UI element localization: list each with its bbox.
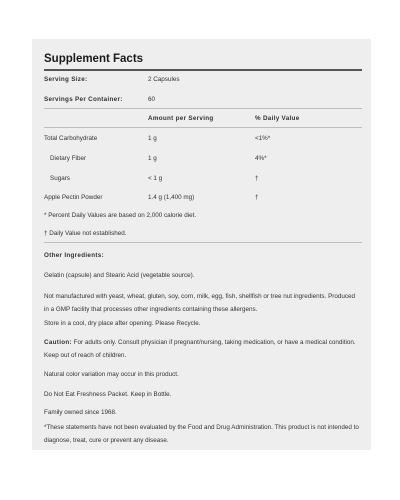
nutrient-name: Apple Pectin Powder — [44, 194, 103, 201]
caution-label: Caution: — [44, 339, 72, 346]
panel-title: Supplement Facts — [44, 53, 144, 65]
nutrient-name: Sugars — [50, 175, 70, 182]
storage-statement: Store in a cool, dry place after opening. Please Recycle. — [44, 320, 201, 327]
nutrient-daily-value: † — [255, 194, 259, 201]
daily-value-header: % Daily Value — [255, 115, 300, 122]
nutrient-amount: 1 g — [148, 155, 157, 162]
serving-size-label: Serving Size: — [44, 76, 88, 83]
caution-statement — [44, 336, 360, 362]
other-ingredients-text: Gelatin (capsule) and Stearic Acid (vegetable source). — [44, 272, 195, 279]
percent-daily-value-footnote: * Percent Daily Values are based on 2,000 calorie diet. — [44, 212, 197, 219]
nutrient-amount: 1.4 g (1,400 mg) — [148, 194, 195, 201]
supplement-facts-panel — [32, 39, 371, 450]
serving-size-value: 2 Capsules — [148, 76, 180, 83]
servings-per-container-value: 60 — [148, 96, 156, 103]
header-bottom-divider — [44, 127, 362, 128]
caution-text: For adults only. Consult physician if pregnant/nursing, taking medication, or have a medical condition. Keep out of reach of children. — [44, 339, 356, 359]
nutrient-amount: < 1 g — [148, 175, 163, 182]
title-divider — [44, 69, 362, 71]
freshness-packet-statement: Do Not Eat Freshness Packet. Keep in Bottle. — [44, 391, 172, 398]
nutrient-daily-value: † — [255, 175, 259, 182]
header-top-divider — [44, 108, 362, 109]
fda-disclaimer: *These statements have not been evaluated by the Food and Drug Administration. This product is not intended to diagnose, treat, cure or prevent any disease. — [44, 424, 359, 444]
family-owned-statement: Family owned since 1968. — [44, 409, 117, 416]
nutrient-amount: 1 g — [148, 135, 157, 142]
other-ingredients-heading: Other Ingredients: — [44, 252, 104, 259]
color-variation-statement: Natural color variation may occur in this product. — [44, 371, 179, 378]
nutrient-daily-value: 4%* — [255, 155, 267, 162]
allergen-statement: Not manufactured with yeast, wheat, gluten, soy, corn, milk, egg, fish, shellfish or tree nut ingredients. Produced in a GMP facility that processes other ingredients containing these allergens. — [44, 293, 356, 313]
servings-per-container-label: Servings Per Container: — [44, 96, 123, 103]
amount-per-serving-header: Amount per Serving — [148, 115, 214, 122]
footnote-divider — [44, 242, 362, 243]
daily-value-not-established-footnote: † Daily Value not established. — [44, 230, 127, 237]
nutrient-daily-value: <1%* — [255, 135, 271, 142]
nutrient-name: Dietary Fiber — [50, 155, 87, 162]
nutrient-name: Total Carbohydrate — [44, 135, 98, 142]
